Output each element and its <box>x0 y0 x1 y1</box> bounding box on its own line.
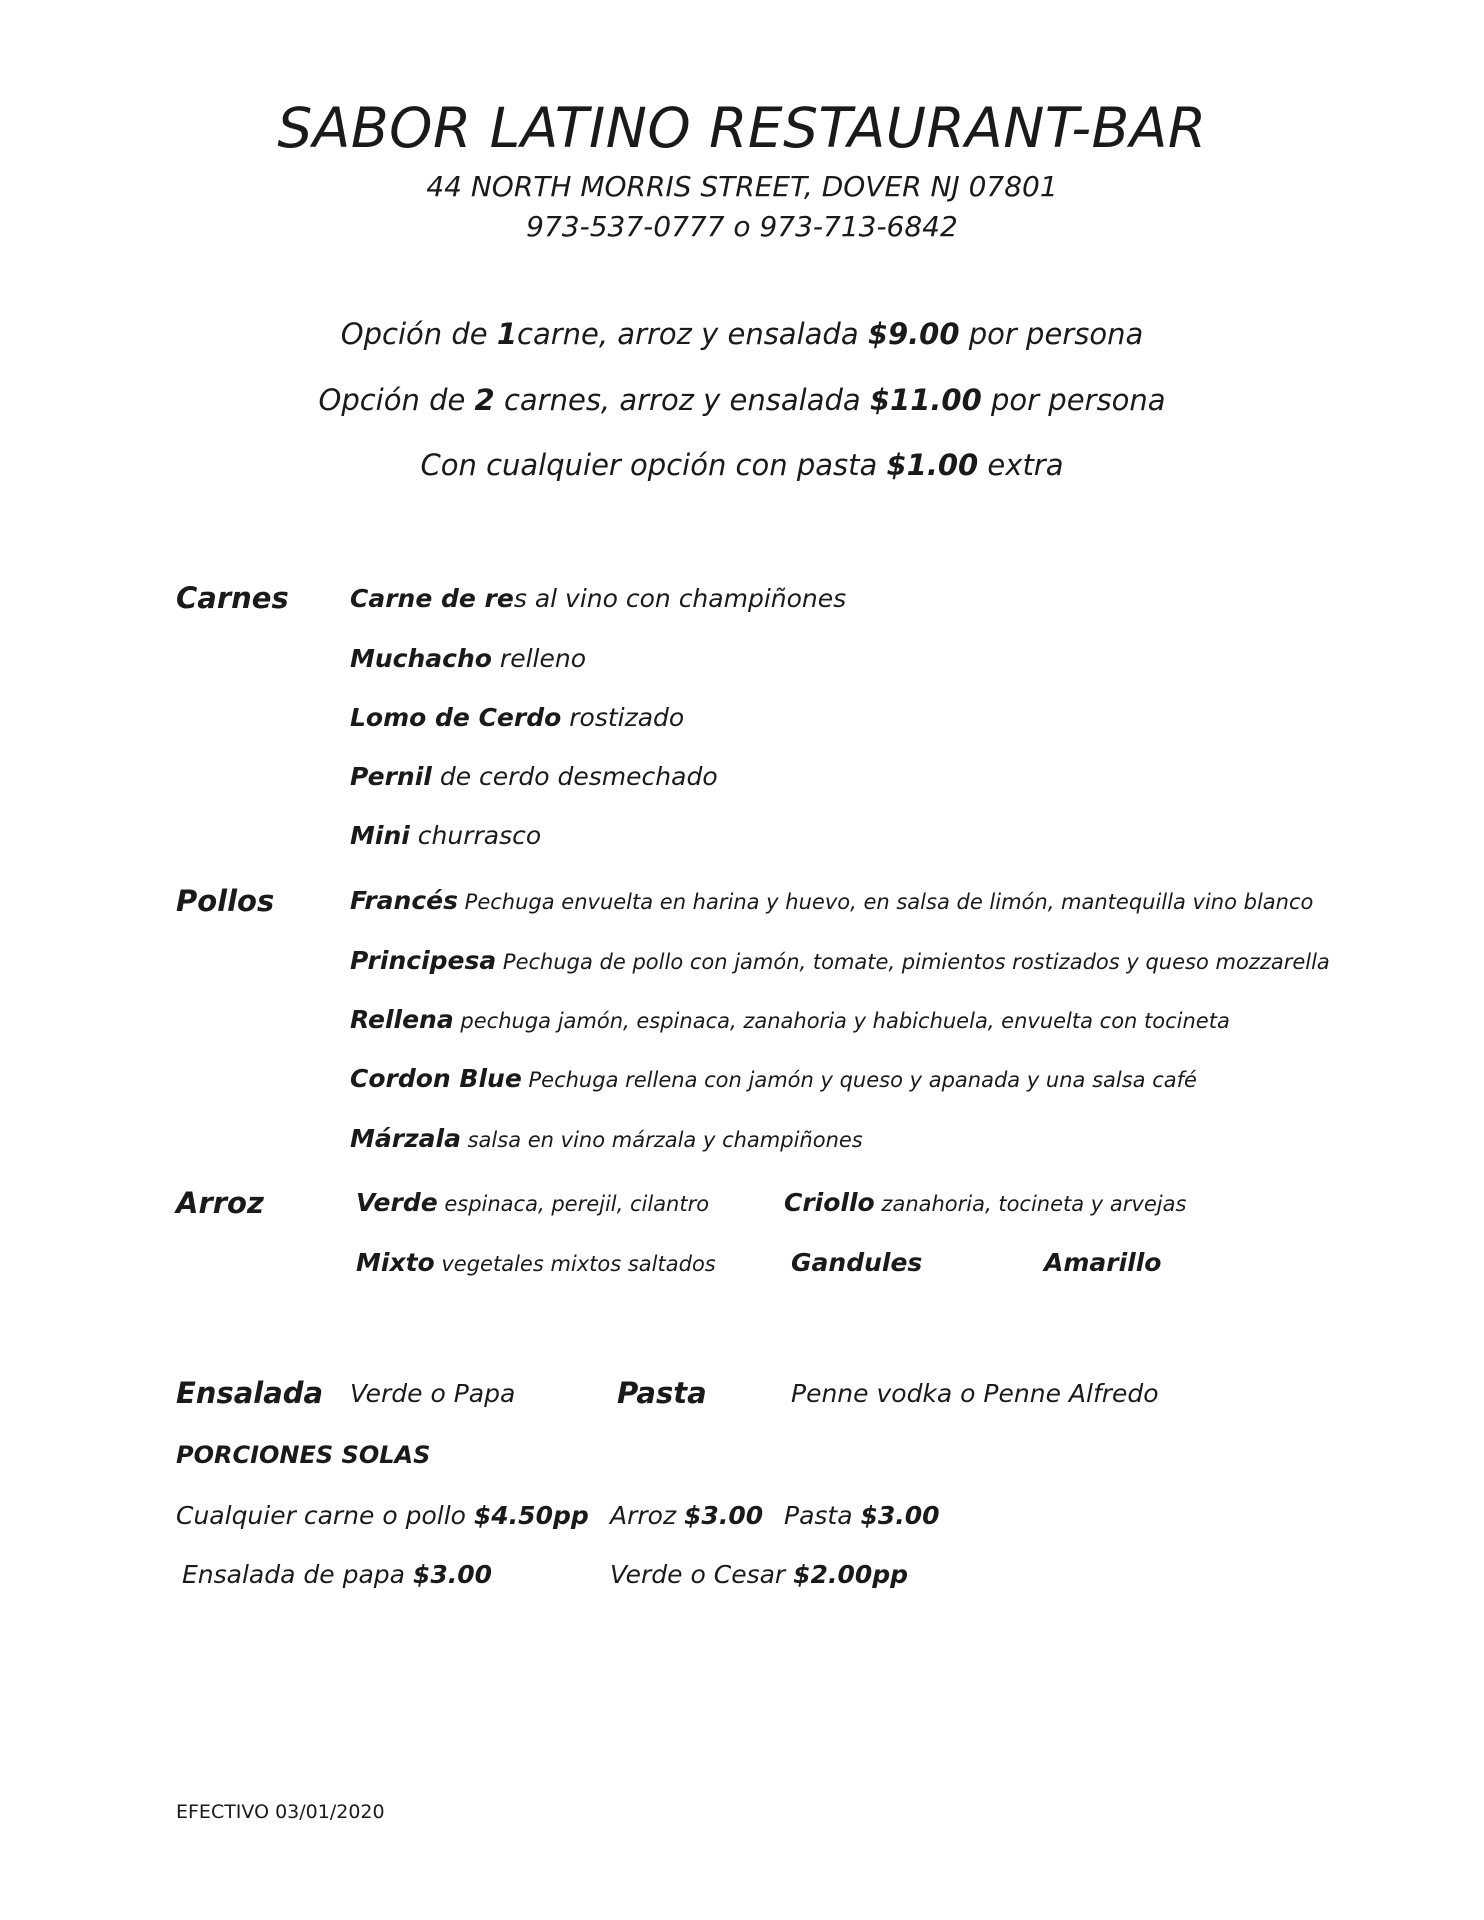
menu-item-arroz-verde <box>356 1188 709 1217</box>
option-number: 1 <box>496 317 517 351</box>
category-pasta: Pasta <box>617 1376 707 1410</box>
porcion-price: $2.00pp <box>793 1560 909 1589</box>
item-desc: Pechuga de pollo con jamón, tomate, pimientos rostizados y queso mozzarella <box>496 950 1330 974</box>
option-number: 2 <box>474 383 495 417</box>
item-name: Mini <box>350 821 410 850</box>
item-name: Carne de re <box>350 584 514 613</box>
item-name: Cordon Blue <box>350 1064 522 1093</box>
porcion-text: Cualquier carne o pollo <box>176 1501 474 1530</box>
porcion-text: Arroz <box>610 1501 685 1530</box>
porcion-arroz <box>610 1501 763 1530</box>
menu-item-cordon-blue <box>350 1064 1197 1093</box>
item-name: Amarillo <box>1044 1248 1162 1277</box>
item-desc: salsa en vino márzala y champiñones <box>460 1128 863 1152</box>
item-name: Rellena <box>350 1005 454 1034</box>
porcion-ensalada-papa <box>182 1560 492 1589</box>
item-desc: de cerdo desmechado <box>431 762 718 791</box>
menu-item-arroz-mixto <box>356 1248 716 1277</box>
item-desc: churrasco <box>409 821 542 850</box>
menu-item-pernil <box>350 762 718 791</box>
item-name: Principesa <box>350 946 497 975</box>
porcion-pasta <box>784 1501 940 1530</box>
item-name: Lomo de Cerdo <box>350 703 562 732</box>
option-one-meat <box>0 317 1484 351</box>
item-desc: rostizado <box>561 703 685 732</box>
menu-item-lomo <box>350 703 684 732</box>
option-text: Opción de <box>340 317 497 351</box>
item-desc: s al vino con champiñones <box>513 584 847 613</box>
option-text: carnes, arroz y ensalada <box>494 383 870 417</box>
item-name: Gandules <box>791 1248 923 1277</box>
menu-item-rellena <box>350 1005 1230 1034</box>
category-arroz: Arroz <box>176 1186 264 1220</box>
porcion-carne-pollo <box>176 1501 589 1530</box>
menu-item-mini <box>350 821 541 850</box>
menu-item-arroz-amarillo <box>1044 1248 1161 1277</box>
item-desc: Pechuga rellena con jamón y queso y apanada y una salsa café <box>521 1068 1197 1092</box>
category-pollos: Pollos <box>176 884 275 918</box>
menu-item-marzala <box>350 1124 863 1153</box>
menu-item-arroz-gandules <box>791 1248 922 1277</box>
pasta-options: Penne vodka o Penne Alfredo <box>791 1379 1159 1408</box>
option-text: por persona <box>959 317 1144 351</box>
option-price: $11.00 <box>869 383 982 417</box>
porcion-price: $3.00 <box>412 1560 492 1589</box>
porcion-text: Pasta <box>784 1501 861 1530</box>
option-price: $1.00 <box>886 448 979 482</box>
item-desc: espinaca, perejil, cilantro <box>437 1192 710 1216</box>
option-price: $9.00 <box>867 317 960 351</box>
porcion-text: Ensalada de papa <box>182 1560 413 1589</box>
option-text: por persona <box>981 383 1166 417</box>
menu-item-carne <box>350 584 846 613</box>
item-name: Muchacho <box>350 644 492 673</box>
ensalada-options: Verde o Papa <box>350 1379 516 1408</box>
item-desc: pechuga jamón, espinaca, zanahoria y habichuela, envuelta con tocineta <box>453 1009 1230 1033</box>
category-ensalada: Ensalada <box>176 1376 324 1410</box>
item-desc: relleno <box>491 644 586 673</box>
item-name: Francés <box>350 886 458 915</box>
item-desc: Pechuga envuelta en harina y huevo, en salsa de limón, mantequilla vino blanco <box>457 890 1314 914</box>
porcion-price: $3.00 <box>860 1501 940 1530</box>
item-name: Márzala <box>350 1124 461 1153</box>
restaurant-title: SABOR LATINO RESTAURANT-BAR <box>277 96 1207 160</box>
item-name: Criollo <box>784 1188 875 1217</box>
option-text: carne, arroz y ensalada <box>517 317 868 351</box>
option-pasta-extra <box>0 448 1484 482</box>
porcion-text: Verde o Cesar <box>610 1560 794 1589</box>
porcion-price: $3.00 <box>684 1501 764 1530</box>
item-name: Mixto <box>356 1248 435 1277</box>
menu-item-frances <box>350 886 1313 915</box>
restaurant-phones: 973-537-0777 o 973-713-6842 <box>526 210 958 243</box>
option-text: Con cualquier opción con pasta <box>420 448 887 482</box>
porcion-verde-cesar <box>610 1560 908 1589</box>
menu-item-muchacho <box>350 644 586 673</box>
category-carnes: Carnes <box>176 581 289 615</box>
porcion-price: $4.50pp <box>473 1501 589 1530</box>
item-desc: zanahoria, tocineta y arvejas <box>874 1192 1187 1216</box>
restaurant-address: 44 NORTH MORRIS STREET, DOVER NJ 07801 <box>426 170 1058 203</box>
option-two-meats <box>0 383 1484 417</box>
item-name: Pernil <box>350 762 432 791</box>
effective-date: EFECTIVO 03/01/2020 <box>176 1801 385 1823</box>
item-name: Verde <box>356 1188 438 1217</box>
option-text: Opción de <box>318 383 475 417</box>
menu-item-principesa <box>350 946 1330 975</box>
item-desc: vegetales mixtos saltados <box>434 1252 716 1276</box>
porciones-heading: PORCIONES SOLAS <box>176 1441 431 1469</box>
option-text: extra <box>978 448 1064 482</box>
menu-item-arroz-criollo <box>784 1188 1186 1217</box>
